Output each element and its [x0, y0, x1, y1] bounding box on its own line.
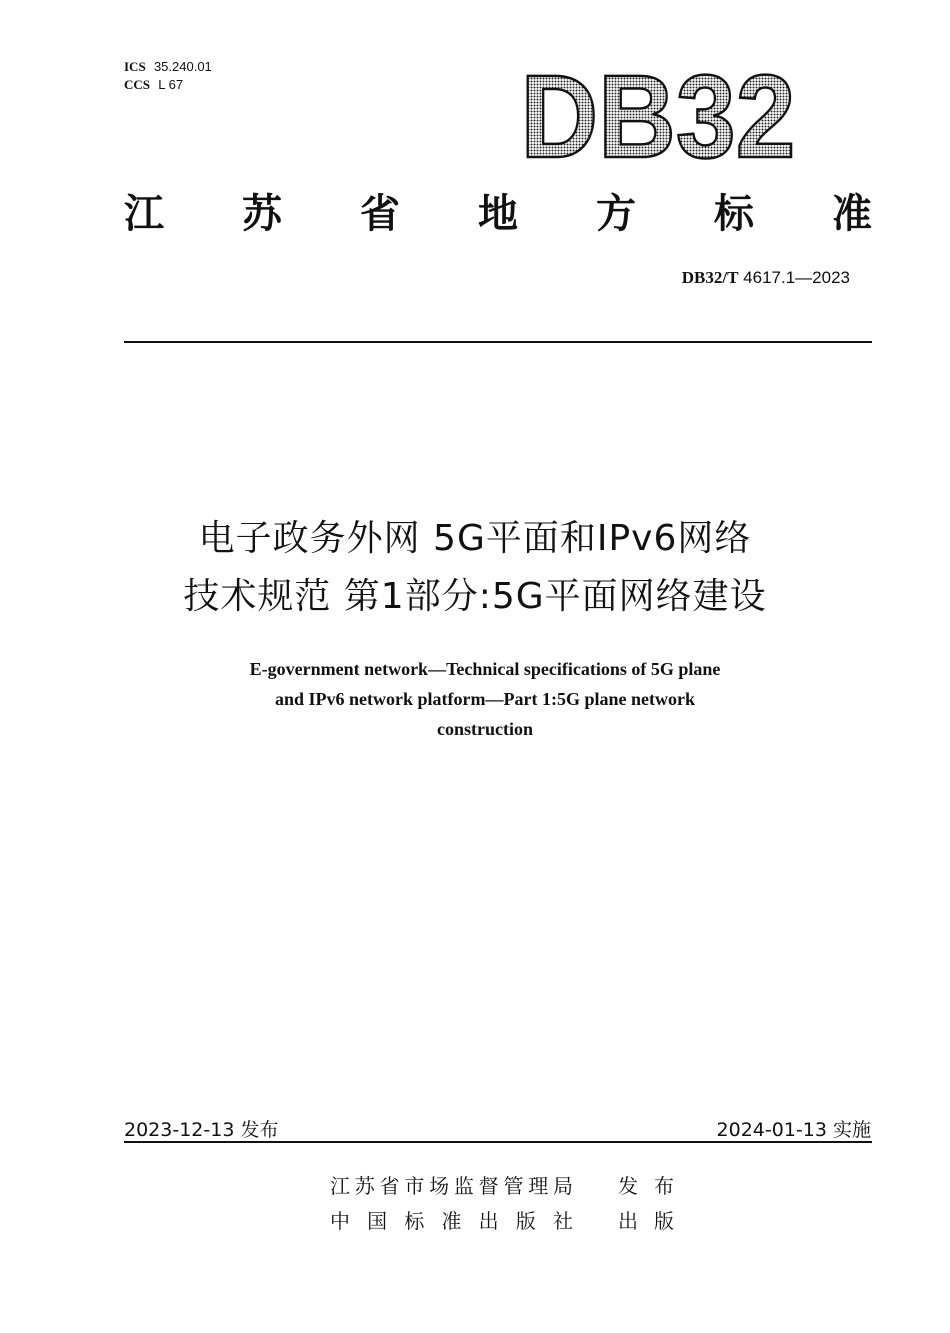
ccs-label: CCS: [124, 77, 151, 92]
ics-code: [124, 58, 212, 76]
ccs-code: [124, 76, 212, 94]
title-en-line3: construction: [437, 719, 533, 739]
province-char: 苏: [242, 191, 282, 237]
publisher-action: 出版: [618, 1209, 690, 1233]
province-char: 江: [124, 191, 164, 237]
province-standard-heading: [124, 188, 872, 240]
province-char: 标: [714, 191, 754, 237]
province-char: 地: [478, 191, 518, 237]
publisher: [330, 1205, 575, 1234]
publisher-name: 中国标准出版社: [330, 1209, 575, 1233]
implement-date: 2024-01-13 实施: [716, 1119, 871, 1141]
title-cn-line2: 技术规范 第1部分:5G平面网络建设: [183, 576, 767, 617]
ics-label: ICS: [124, 59, 146, 74]
province-char: 准: [832, 191, 872, 237]
issuer-action: 发布: [618, 1174, 690, 1198]
standard-number-value: 4617.1—2023: [743, 268, 850, 287]
ccs-value: L 67: [158, 77, 184, 92]
logo-text: DB32: [520, 62, 796, 162]
standard-number: [682, 268, 850, 288]
db32-logo: [518, 62, 798, 162]
province-char: 省: [360, 191, 400, 237]
issuer-name: 江苏省市场监督管理局: [330, 1174, 575, 1198]
top-divider: [124, 341, 872, 343]
classification-codes: [124, 58, 212, 94]
issuer: [330, 1170, 575, 1199]
title-en-line2: and IPv6 network platform—Part 1:5G plane network: [275, 689, 695, 709]
title-cn-line1: 电子政务外网 5G平面和IPv6网络: [198, 518, 752, 559]
title-en-line1: E-government network—Technical specifications of 5G plane: [249, 659, 721, 679]
province-char: 方: [596, 191, 636, 237]
standard-prefix: DB32/T: [681, 268, 739, 287]
bottom-divider: [124, 1141, 872, 1143]
ics-value: 35.240.01: [153, 59, 212, 74]
publish-date: 2023-12-13 发布: [124, 1119, 279, 1141]
